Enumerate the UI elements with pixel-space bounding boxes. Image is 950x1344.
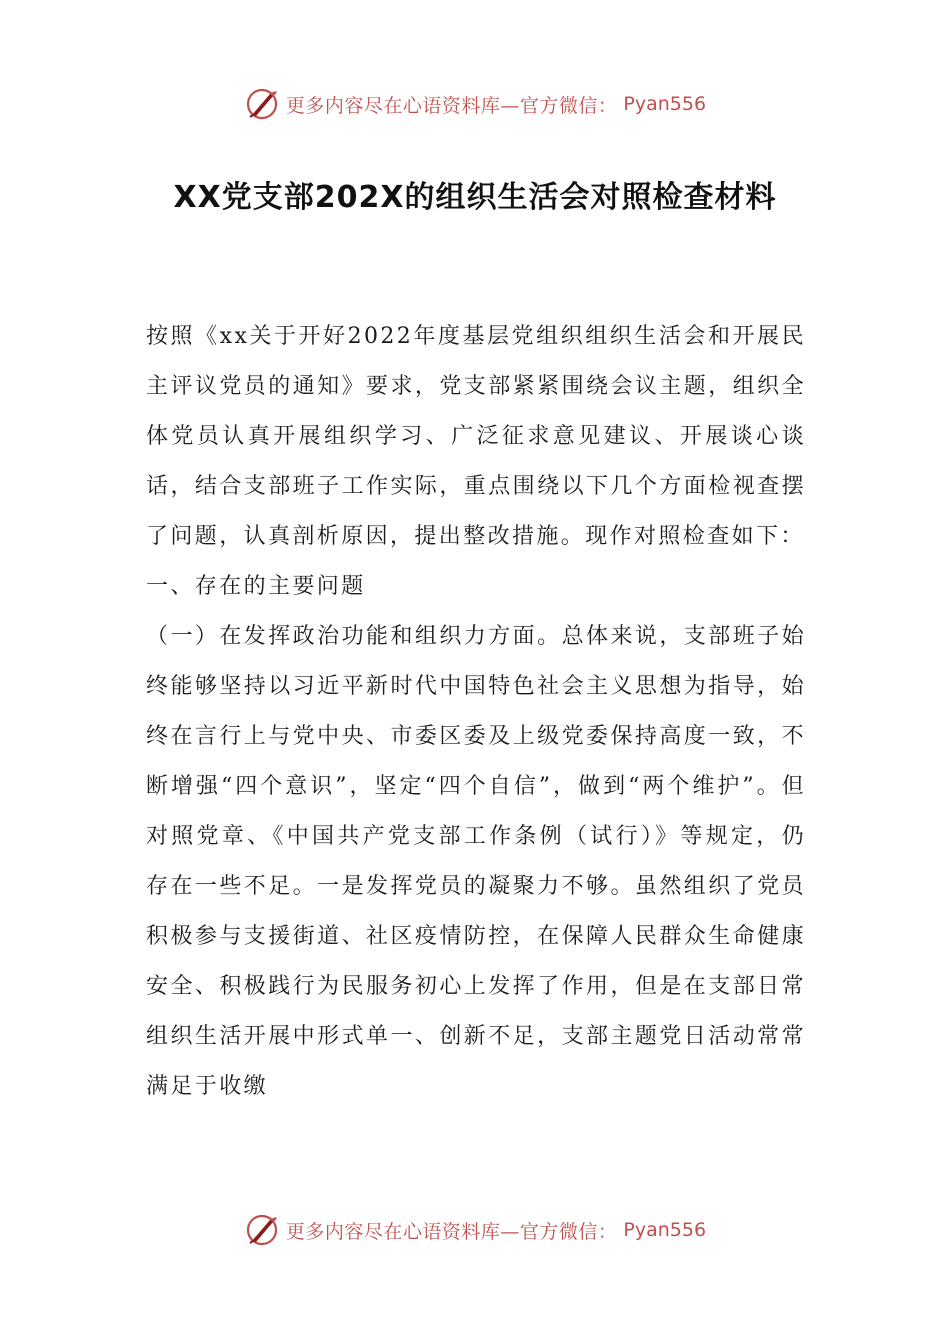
quill-pen-logo-icon: [244, 1212, 280, 1248]
banner-text: 更多内容尽在心语资料库—官方微信：: [285, 94, 618, 117]
banner-text: 更多内容尽在心语资料库—官方微信：: [285, 1220, 618, 1243]
banner-wechat-id: Pyan556: [623, 93, 707, 115]
quill-pen-logo-icon: [244, 86, 280, 122]
document-title: XX党支部202X的组织生活会对照检查材料: [173, 180, 777, 215]
document-body: [146, 312, 806, 1112]
header-watermark-banner: [0, 84, 950, 124]
intro-paragraph: 按照《xx关于开好2022年度基层党组织组织生活会和开展民主评议党员的通知》要求，党支部紧紧围绕会议主题，组织全体党员认真开展组织学习、广泛征求意见建议、开展谈心谈话，结合支部班子工作实际，重点围绕以下几个方面检视查摆了问题，认真剖析原因，提出整改措施。现作对照检查如下：: [146, 324, 806, 549]
section-heading: 一、存在的主要问题: [146, 574, 366, 599]
body-paragraph: （一）在发挥政治功能和组织力方面。总体来说，支部班子始终能够坚持以习近平新时代中国特色社会主义思想为指导，始终在言行上与党中央、市委区委及上级党委保持高度一致，不断增强“四个意识”，坚定“四个自信”，做到“两个维护”。但对照党章、《中国共产党支部工作条例（试行）》等规定，仍存在一些不足。一是发挥党员的凝聚力不够。虽然组织了党员积极参与支援街道、社区疫情防控，在保障人民群众生命健康安全、积极践行为民服务初心上发挥了作用，但是在支部日常组织生活开展中形式单一、创新不足，支部主题党日活动常常满足于收缴: [146, 624, 806, 1099]
footer-watermark-banner: [0, 1210, 950, 1250]
banner-wechat-id: Pyan556: [623, 1219, 707, 1241]
